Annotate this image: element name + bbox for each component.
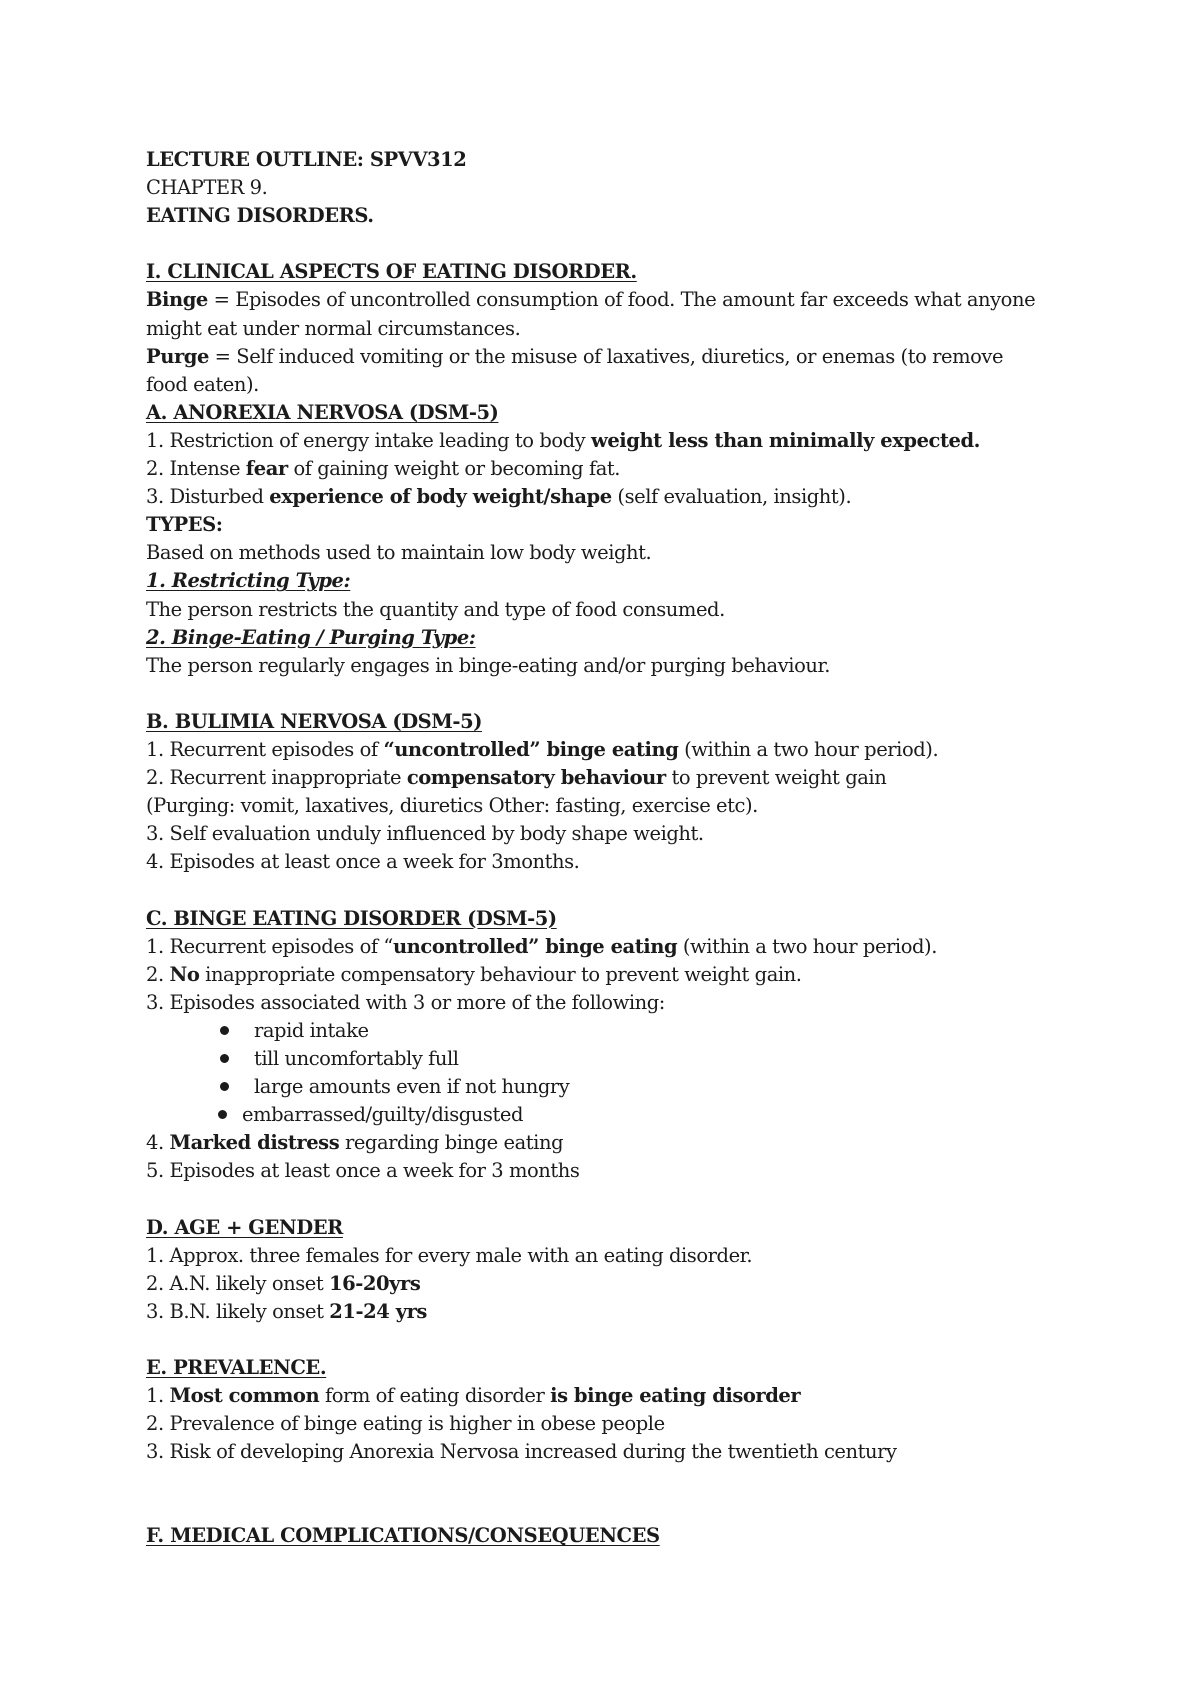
bed-item-5: 5. Episodes at least once a week for 3 months	[146, 1159, 580, 1183]
course-title: LECTURE OUTLINE: SPVV312	[146, 148, 467, 171]
age-gender-item-3: 3. B.N. likely onset 21-24 yrs	[146, 1299, 427, 1323]
bullet-icon	[220, 1054, 229, 1063]
anorexia-item-3: 3. Disturbed experience of body weight/shape (self evaluation, insight).	[146, 485, 852, 509]
bulimia-item-3: 3. Self evaluation unduly influenced by body shape weight.	[146, 822, 704, 846]
bullet-item: large amounts even if not hungry	[146, 1073, 1096, 1101]
bed-item-1: 1. Recurrent episodes of “uncontrolled” binge eating (within a two hour period).	[146, 934, 937, 958]
anorexia-item-1: 1. Restriction of energy intake leading to body weight less than minimally expected.	[146, 428, 980, 452]
type-restricting-title: 1. Restricting Type:	[146, 569, 351, 593]
bullet-item: till uncomfortably full	[146, 1045, 1096, 1073]
bed-item-2: 2. No inappropriate compensatory behaviour to prevent weight gain.	[146, 962, 802, 986]
section-heading-binge-eating-disorder: C. BINGE EATING DISORDER (DSM-5)	[146, 906, 557, 930]
types-label: TYPES:	[146, 513, 223, 537]
section-heading-clinical-aspects: I. CLINICAL ASPECTS OF EATING DISORDER.	[146, 260, 637, 284]
bulimia-item-2: 2. Recurrent inappropriate compensatory behaviour to prevent weight gain	[146, 766, 887, 790]
bullet-item: embarrassed/guilty/disgusted	[146, 1101, 1096, 1129]
type-binge-purging-title: 2. Binge-Eating / Purging Type:	[146, 625, 476, 649]
section-heading-anorexia: A. ANOREXIA NERVOSA (DSM-5)	[146, 400, 499, 424]
binge-definition: Binge = Episodes of uncontrolled consumption of food. The amount far exceeds what anyone	[146, 288, 1036, 312]
chapter-label: CHAPTER 9.	[146, 176, 268, 200]
section-heading-bulimia: B. BULIMIA NERVOSA (DSM-5)	[146, 709, 482, 733]
prevalence-item-2: 2. Prevalence of binge eating is higher in obese people	[146, 1412, 665, 1436]
prevalence-item-3: 3. Risk of developing Anorexia Nervosa increased during the twentieth century	[146, 1440, 897, 1464]
purge-definition-cont: food eaten).	[146, 372, 259, 396]
types-description: Based on methods used to maintain low body weight.	[146, 541, 652, 565]
type-binge-purging-description: The person regularly engages in binge-eating and/or purging behaviour.	[146, 653, 830, 677]
purge-definition: Purge = Self induced vomiting or the misuse of laxatives, diuretics, or enemas (to remove	[146, 344, 1004, 368]
bed-item-4: 4. Marked distress regarding binge eating	[146, 1131, 564, 1155]
binge-definition-cont: might eat under normal circumstances.	[146, 316, 521, 340]
bulimia-item-2-cont: (Purging: vomit, laxatives, diuretics Other: fasting, exercise etc).	[146, 794, 758, 818]
section-heading-age-gender: D. AGE + GENDER	[146, 1215, 343, 1239]
age-gender-item-1: 1. Approx. three females for every male with an eating disorder.	[146, 1243, 753, 1267]
bullet-icon	[218, 1110, 227, 1119]
bullet-icon	[220, 1026, 229, 1035]
age-gender-item-2: 2. A.N. likely onset 16-20yrs	[146, 1271, 421, 1295]
type-restricting-description: The person restricts the quantity and type of food consumed.	[146, 597, 725, 621]
section-heading-prevalence: E. PREVALENCE.	[146, 1356, 327, 1380]
section-heading-medical-complications: F. MEDICAL COMPLICATIONS/CONSEQUENCES	[146, 1524, 660, 1548]
topic-title: EATING DISORDERS.	[146, 204, 374, 228]
bullet-icon	[220, 1082, 229, 1091]
bulimia-item-1: 1. Recurrent episodes of “uncontrolled” binge eating (within a two hour period).	[146, 737, 939, 761]
bulimia-item-4: 4. Episodes at least once a week for 3months.	[146, 850, 580, 874]
bullet-item: rapid intake	[146, 1017, 1096, 1045]
prevalence-item-1: 1. Most common form of eating disorder is binge eating disorder	[146, 1384, 801, 1408]
bed-item-3: 3. Episodes associated with 3 or more of the following:	[146, 990, 665, 1014]
lecture-outline	[146, 146, 1096, 1551]
anorexia-item-2: 2. Intense fear of gaining weight or becoming fat.	[146, 457, 621, 481]
